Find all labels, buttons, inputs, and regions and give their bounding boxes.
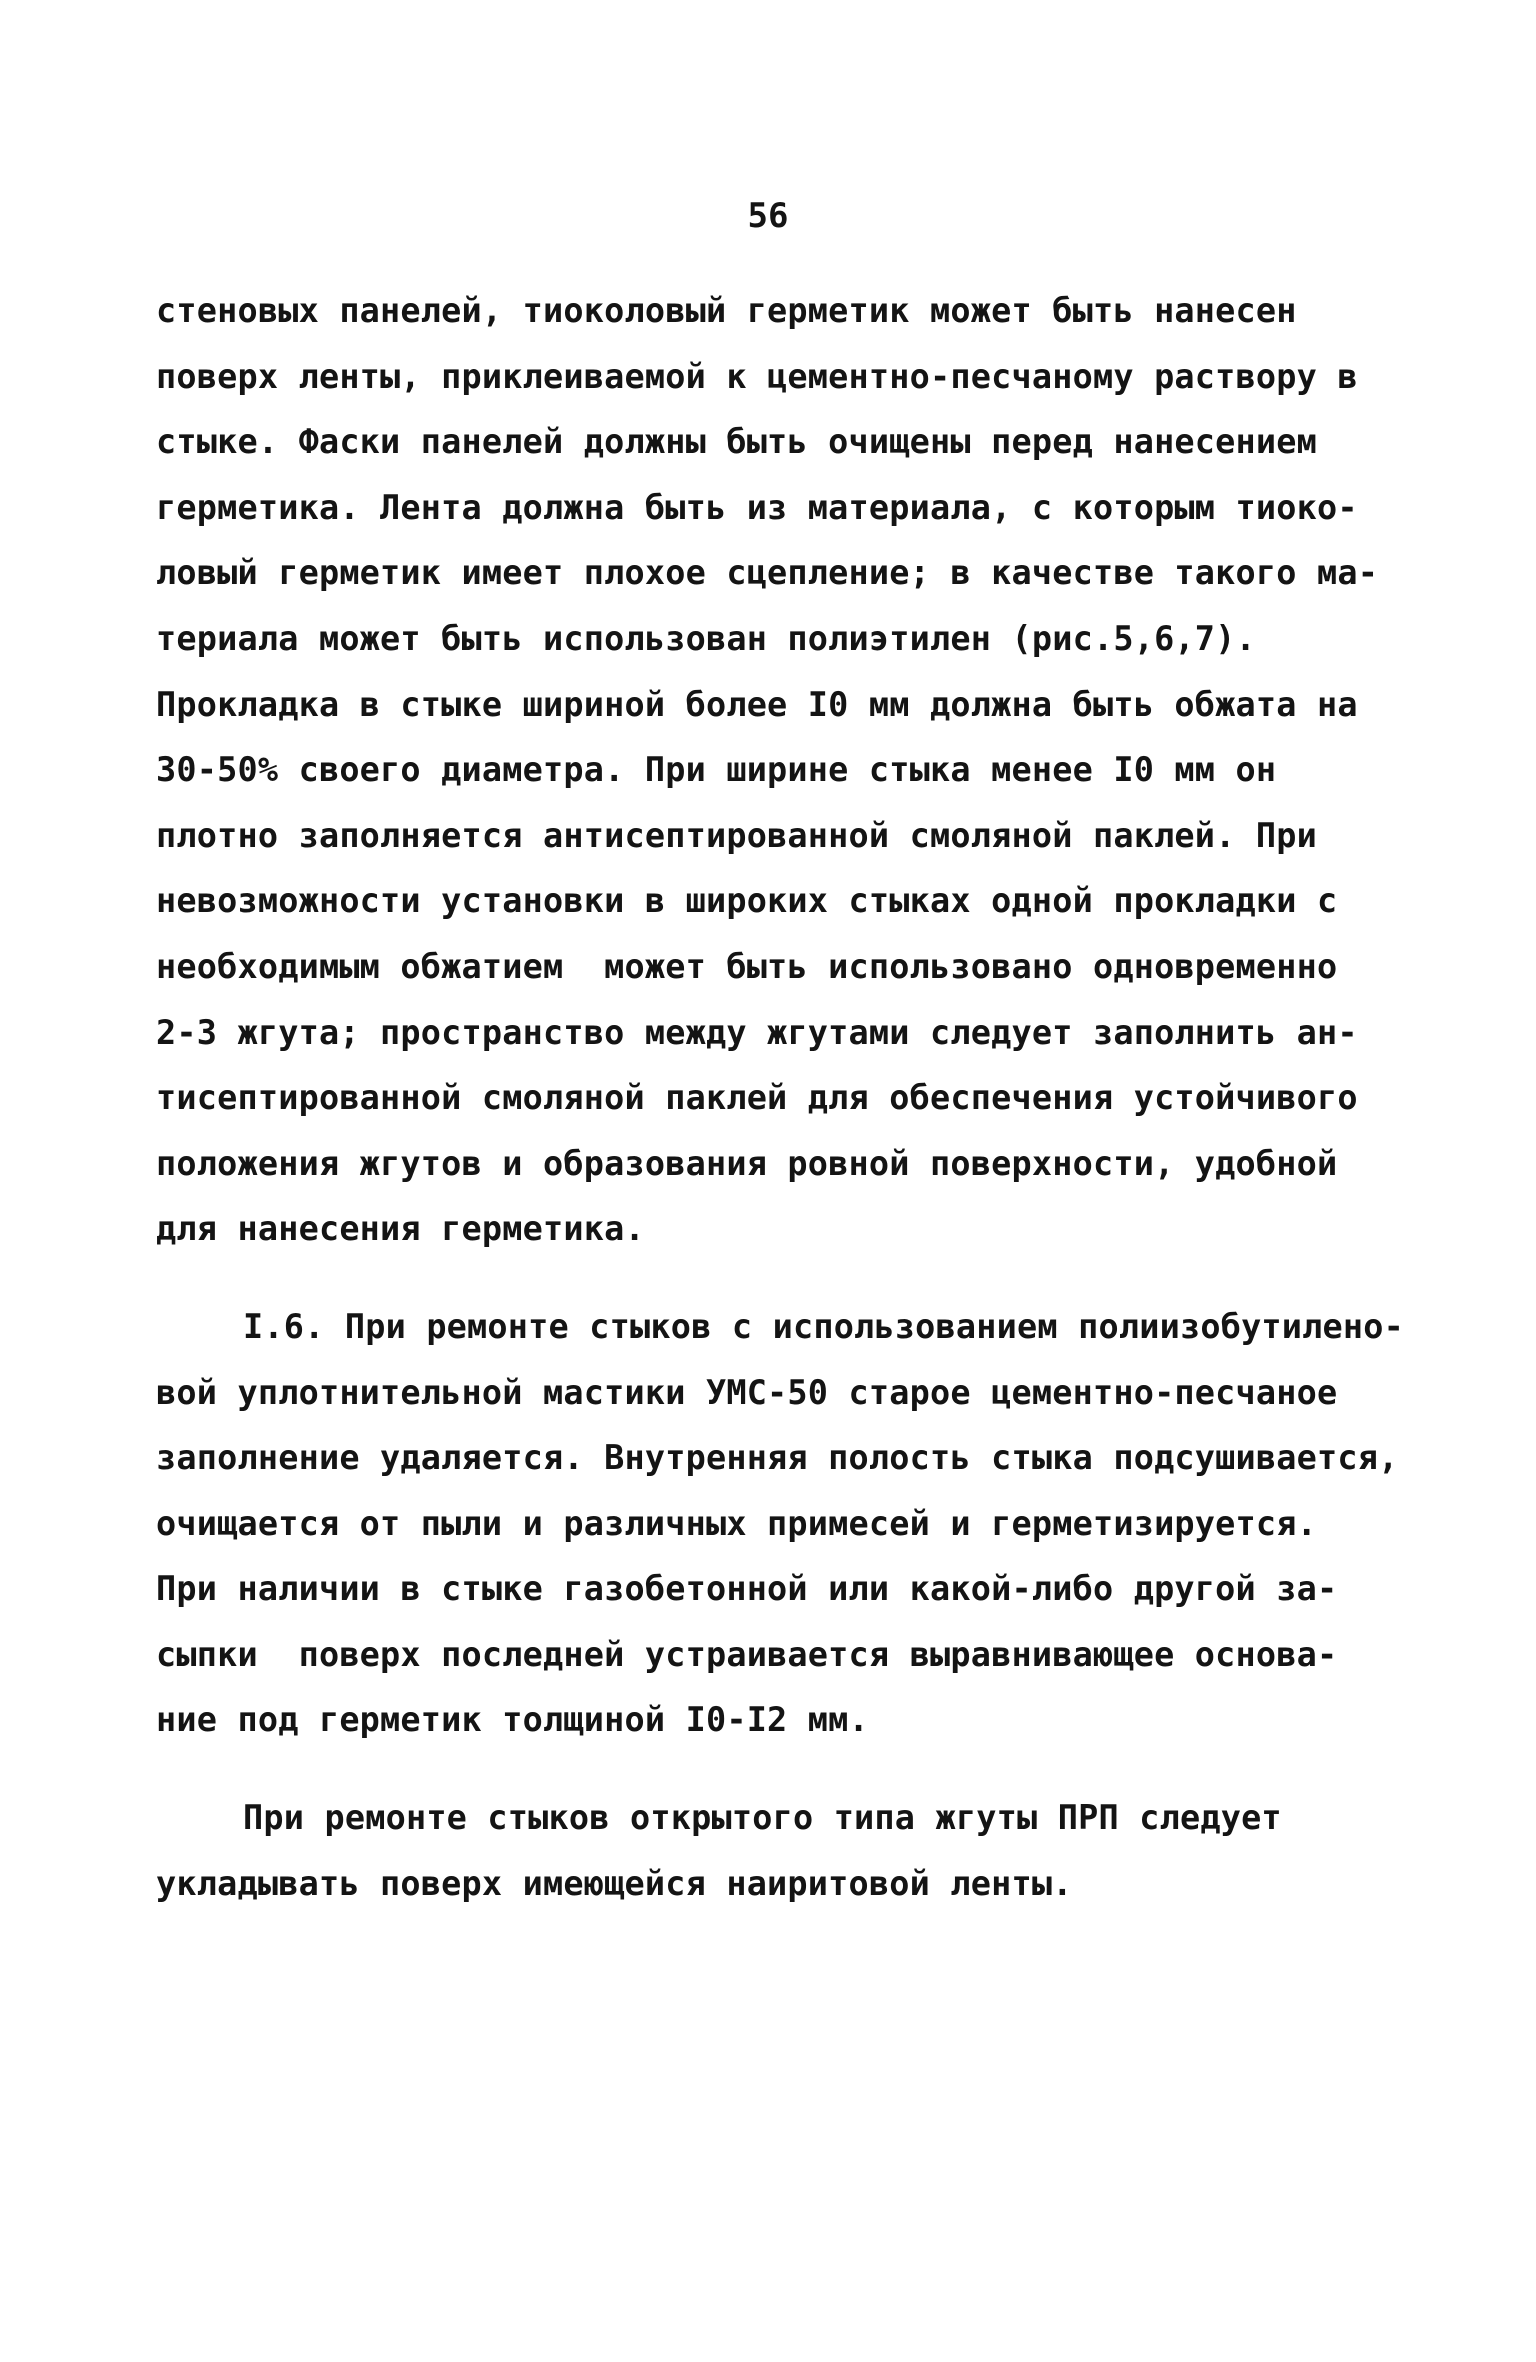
paragraph-gap — [156, 1262, 1426, 1294]
page-number: 56 — [747, 196, 789, 236]
text-line: стеновых панелей, тиоколовый герметик может быть нанесен — [156, 291, 1297, 330]
text-line: тисептированной смоляной паклей для обеспечения устойчивого — [156, 1078, 1358, 1118]
paragraph-2 — [156, 1294, 1426, 1753]
text-line: герметика. Лента должна быть из материала, с которым тиоко- — [156, 487, 1358, 527]
text-line: вой уплотнительной мастики УМС-50 старое цементно-песчаное — [156, 1372, 1338, 1412]
text-line: невозможности установки в широких стыках одной прокладки с — [156, 881, 1338, 921]
text-line: стыке. Фаски панелей должны быть очищены перед нанесением — [156, 422, 1318, 462]
paragraph-3 — [156, 1785, 1426, 1916]
body-text — [156, 278, 1426, 1916]
text-line: необходимым обжатием может быть использовано одновременно — [156, 946, 1338, 986]
text-line: При ремонте стыков открытого типа жгуты ПРП следует — [243, 1798, 1282, 1838]
text-line: очищается от пыли и различных примесей и герметизируется. — [156, 1503, 1318, 1543]
paragraph-1 — [156, 278, 1426, 1262]
text-line: сыпки поверх последней устраивается выравнивающее основа- — [156, 1634, 1338, 1674]
text-line: териала может быть использован полиэтилен (рис.5,6,7). — [156, 618, 1256, 658]
text-line: поверх ленты, приклеиваемой к цементно-песчаному раствору в — [156, 356, 1358, 396]
text-line: Прокладка в стыке шириной более I0 мм должна быть обжата на — [156, 684, 1358, 724]
text-line: для нанесения герметика. — [156, 1209, 645, 1249]
text-line: При наличии в стыке газобетонной или какой-либо другой за- — [156, 1569, 1338, 1609]
text-line: плотно заполняется антисептированной смоляной паклей. При — [156, 815, 1318, 855]
text-line: ловый герметик имеет плохое сцепление; в качестве такого ма- — [156, 553, 1379, 593]
text-line: I.6. При ремонте стыков с использованием полиизобутилено- — [243, 1306, 1405, 1346]
text-line: укладывать поверх имеющейся наиритовой ленты. — [156, 1863, 1073, 1903]
text-line: заполнение удаляется. Внутренняя полость стыка подсушивается, — [156, 1438, 1399, 1478]
text-line: 2-3 жгута; пространство между жгутами следует заполнить ан- — [156, 1012, 1358, 1052]
text-line: положения жгутов и образования ровной поверхности, удобной — [156, 1143, 1338, 1183]
text-line: ние под герметик толщиной I0-I2 мм. — [156, 1700, 869, 1740]
paragraph-gap — [156, 1753, 1426, 1785]
text-line: 30-50% своего диаметра. При ширине стыка менее I0 мм он — [156, 750, 1277, 790]
